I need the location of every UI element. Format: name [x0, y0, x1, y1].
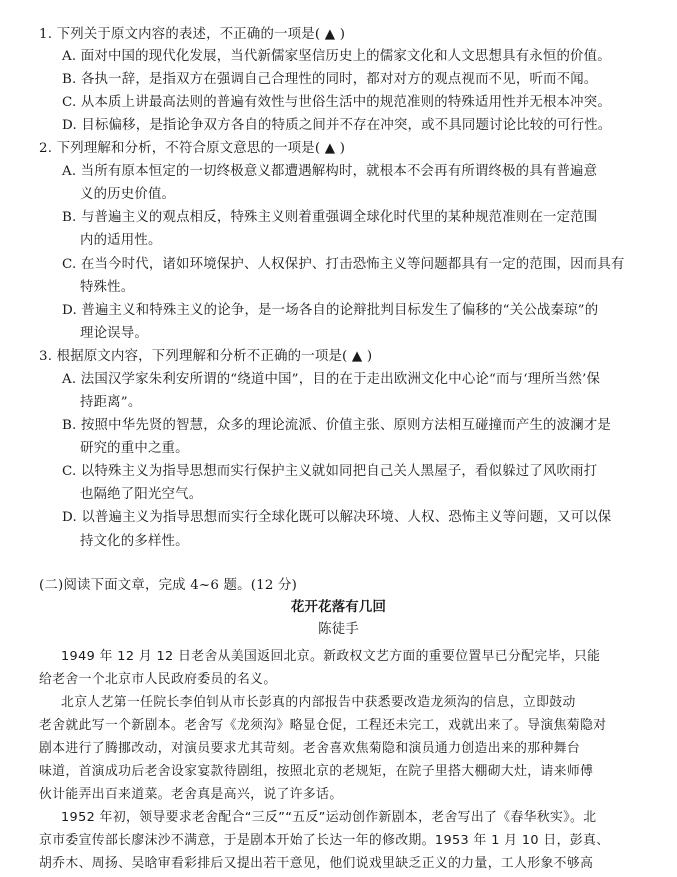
article-author: 陈徒手 [318, 622, 359, 637]
question-1-option-b: B. 各执一辞，是指双方在强调自己合理性的同时，都对对方的观点视而不见，听而不闻。 [62, 72, 598, 87]
question-1-stem: 1. 下列关于原文内容的表述，不正确的一项是( ▲ ) [39, 27, 346, 42]
paragraph-2-line-2: 老舍就此写一个新剧本。老舍写《龙须沟》略显仓促，工程还未完工，戏就出来了。导演焦菊隐对 [39, 718, 607, 733]
paragraph-3-line-1: 1952 年初，领导要求老舍配合“三反”“五反”运动创作新剧本，老舍写出了《春华秋实》。北 [61, 810, 597, 825]
question-2-option-a-cont: 义的历史价值。 [80, 187, 176, 202]
question-2-option-b: B. 与普遍主义的观点相反，特殊主义则着重强调全球化时代里的某种规范准则在一定范围 [62, 210, 598, 225]
question-2-option-a: A. 当所有原本恒定的一切终极意义都遭遇解构时，就根本不会再有所谓终极的具有普遍意 [62, 164, 598, 179]
paragraph-2-line-5: 伙计能弄出百来道菜。老舍真是高兴，说了许多话。 [39, 787, 343, 802]
question-2-option-d-cont: 理论误导。 [80, 326, 148, 341]
paragraph-1-line-1: 1949 年 12 月 12 日老舍从美国返回北京。新政权文艺方面的重要位置早已分配完毕，只能 [61, 649, 601, 664]
question-3-option-d: D. 以普遍主义为指导思想而实行全球化既可以解决环境、人权、恐怖主义等问题，又可以保 [62, 510, 612, 525]
question-3-option-b: B. 按照中华先贤的智慧，众多的理论流派、价值主张、原则方法相互碰撞而产生的波澜才是 [62, 418, 611, 433]
question-3-option-b-cont: 研究的重中之重。 [80, 441, 189, 456]
question-2-option-c-cont: 特殊性。 [80, 280, 135, 295]
paragraph-2-line-1: 北京人艺第一任院长李伯钊从市长彭真的内部报告中获悉要改造龙须沟的信息，立即鼓动 [61, 695, 576, 710]
question-2-option-b-cont: 内的适用性。 [80, 233, 162, 248]
article-title: 花开花落有几回 [290, 600, 387, 615]
question-3-option-c: C. 以特殊主义为指导思想而实行保护主义就如同把自己关人黑屋子，看似躲过了风吹雨打 [62, 464, 598, 479]
question-1-option-c: C. 从本质上讲最高法则的普遍有效性与世俗生活中的规范准则的特殊适用性并无根本冲突。 [62, 95, 611, 110]
question-3-option-a: A. 法国汉学家朱利安所谓的“绕道中国”，目的在于走出欧洲文化中心论“而与‘理所当然’保 [62, 372, 601, 387]
question-2-option-d: D. 普遍主义和特殊主义的论争，是一场各自的论辩批判目标发生了偏移的“关公战秦琼”的 [62, 303, 599, 318]
question-1-option-d: D. 目标偏移，是指论争双方各自的特质之间并不存在冲突，或不具同题讨论比较的可行性。 [62, 118, 612, 133]
paragraph-2-line-3: 剧本进行了腾挪改动，对演员要求尤其苛刻。老舍喜欢焦菊隐和演员通力创造出来的那种舞台 [39, 741, 581, 756]
question-2-stem: 2. 下列理解和分析，不符合原文意思的一项是( ▲ ) [39, 141, 346, 156]
paragraph-2-line-4: 味道，首演成功后老舍设家宴款待剧组，按照北京的老规矩，在院子里搭大棚砌大灶，请来师傅 [39, 764, 594, 779]
paragraph-3-line-2: 京市委宣传部长廖沫沙不满意，于是剧本开始了长达一年的修改期。1953 年 1 月 10 日，彭真、 [39, 833, 610, 848]
section-heading: (二)阅读下面文章，完成 4~6 题。(12 分) [39, 578, 298, 593]
question-3-option-c-cont: 也隔绝了阳光空气。 [80, 487, 203, 502]
question-1-option-a: A. 面对中国的现代化发展，当代新儒家坚信历史上的儒家文化和人文思想具有永恒的价值。 [62, 49, 611, 64]
question-3-option-a-cont: 持距离”。 [80, 395, 142, 410]
paragraph-1-line-2: 给老舍一个北京市人民政府委员的名义。 [39, 672, 277, 687]
question-3-option-d-cont: 持文化的多样性。 [80, 534, 189, 549]
question-2-option-c: C. 在当今时代，诸如环境保护、人权保护、打击恐怖主义等问题都具有一定的范围，因而具有 [62, 257, 625, 272]
paragraph-3-line-3: 胡乔木、周扬、吴晗审看彩排后又提出若干意见，他们说戏里缺乏正义的力量，工人形象不够高 [39, 856, 594, 871]
question-3-stem: 3. 根据原文内容，下列理解和分析不正确的一项是( ▲ ) [39, 349, 373, 364]
